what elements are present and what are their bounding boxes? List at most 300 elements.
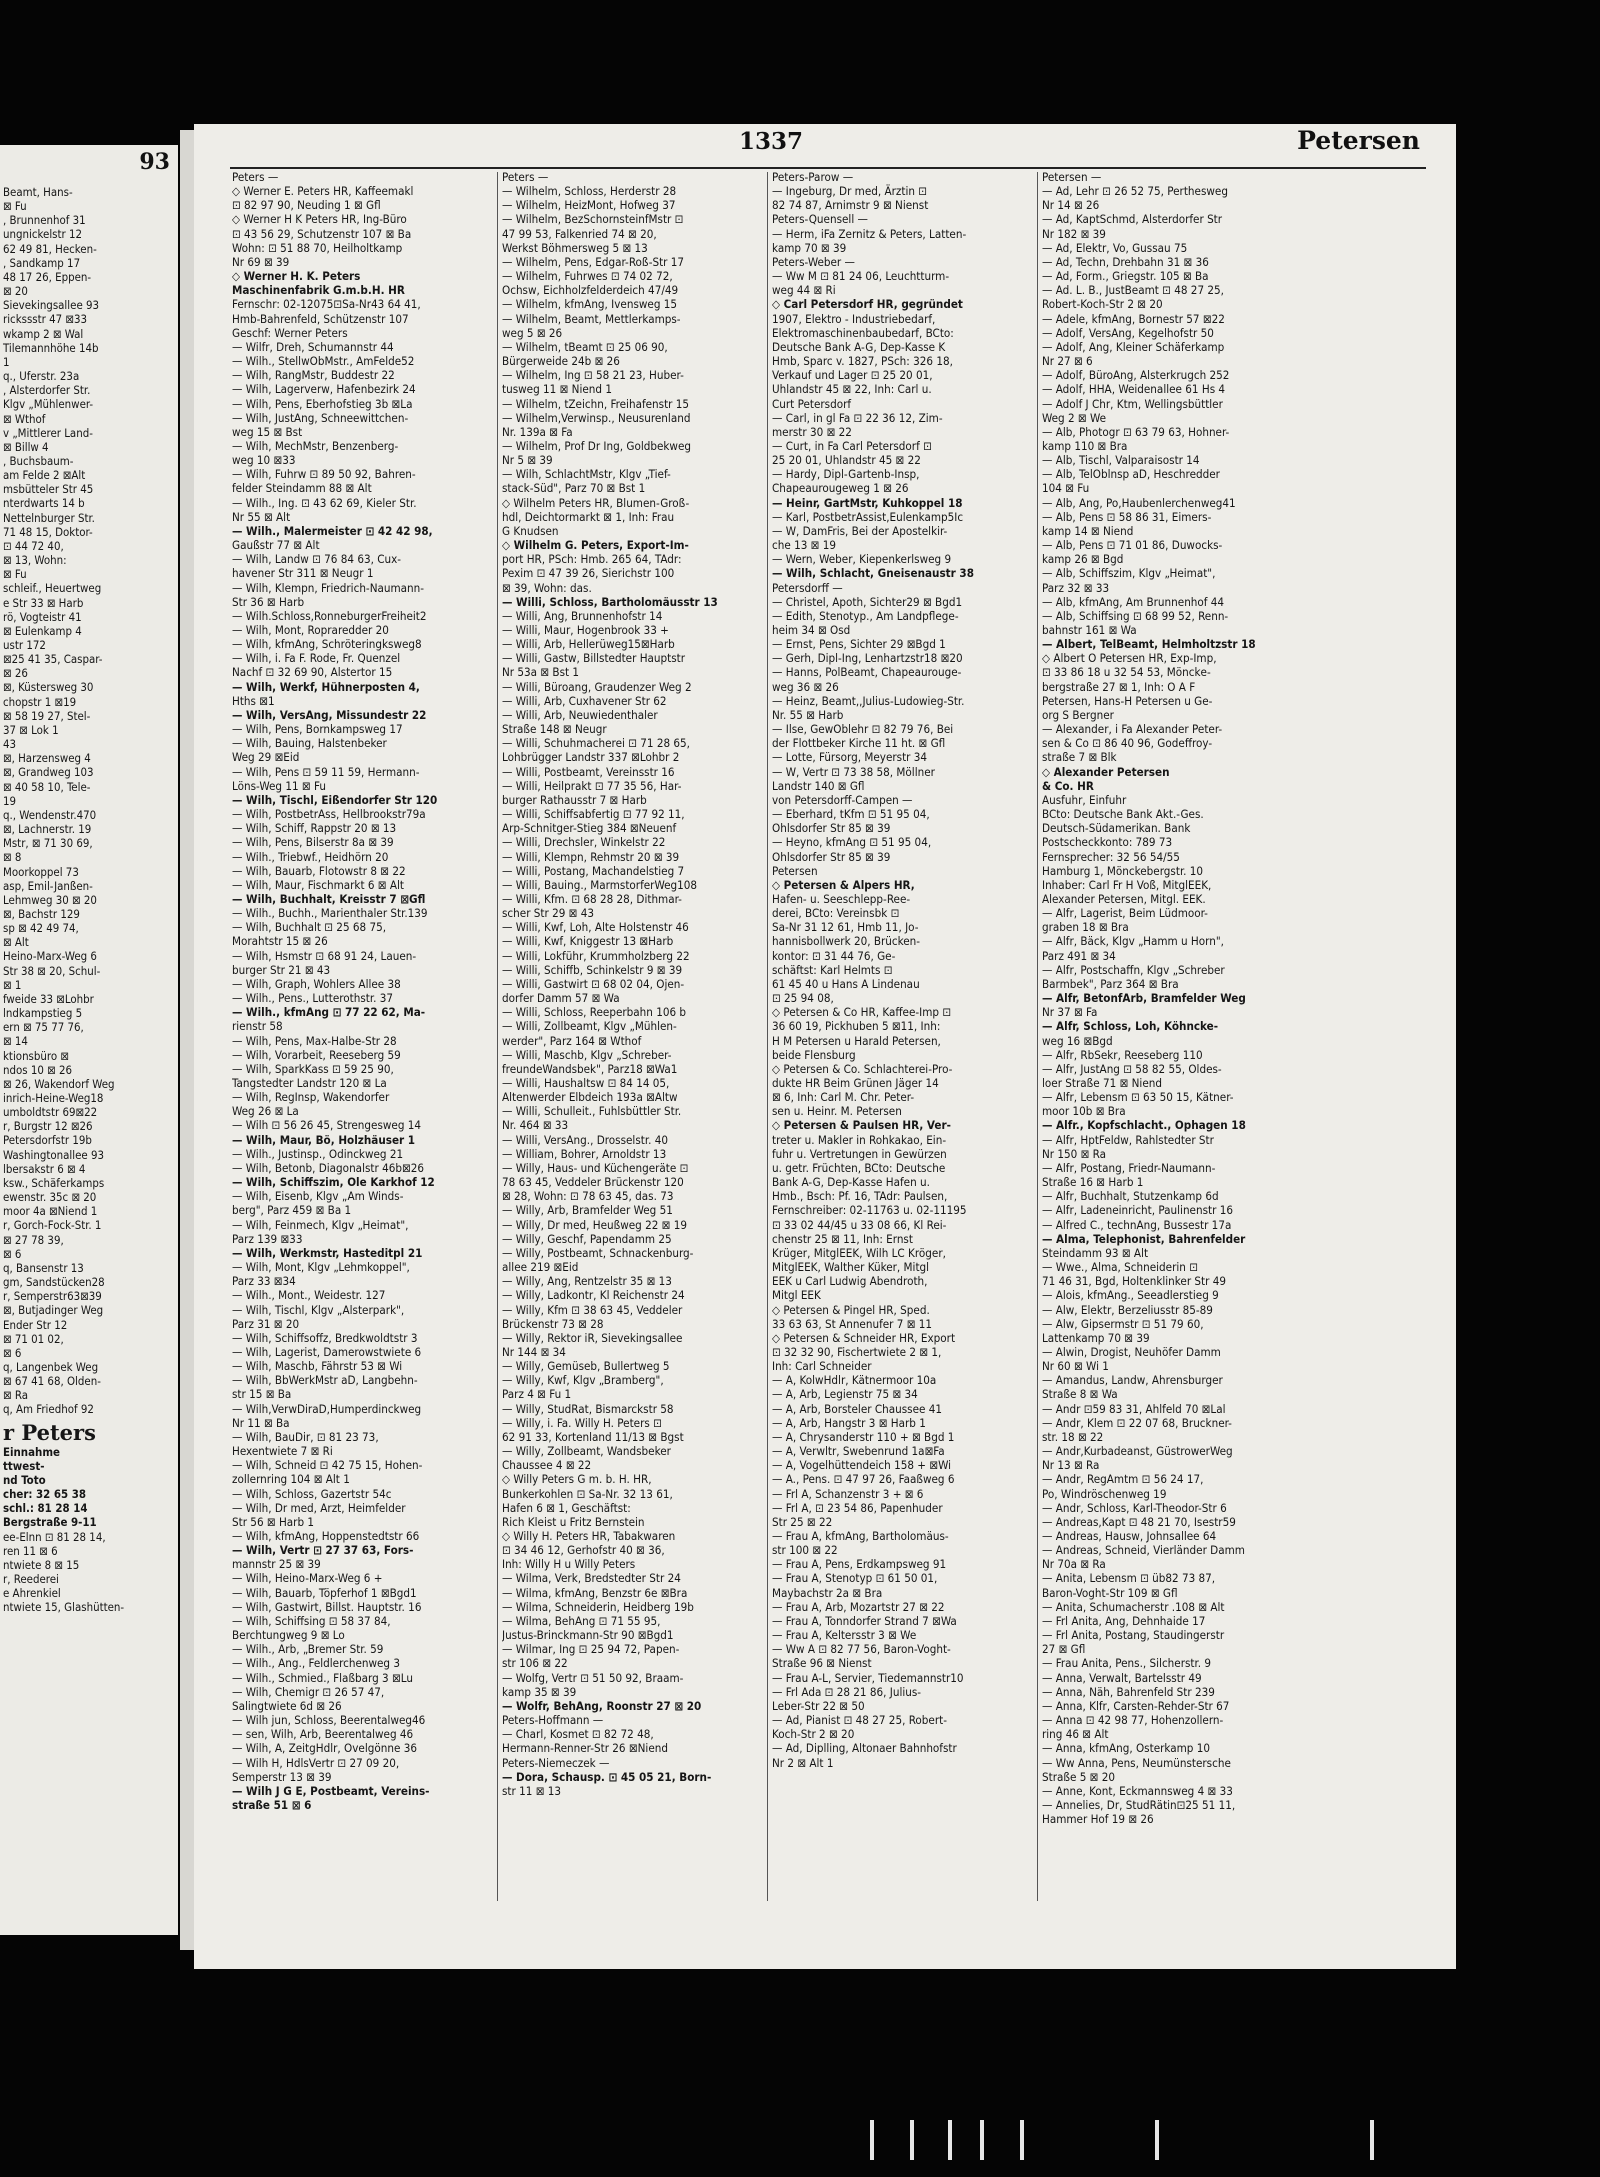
facing-page-line: Mstr, ⊠ 71 30 69, — [3, 836, 93, 851]
directory-entry-line: — Willy, Gemüseb, Bullertweg 5 — [502, 1359, 670, 1374]
directory-entry-line: — Wilh., Triebwf., Heidhörn 20 — [232, 849, 389, 864]
directory-entry-line: — Wilh, VersAng, Missundestr 22 — [232, 707, 427, 722]
directory-entry-line: kamp 70 ⊠ 39 — [772, 240, 847, 255]
directory-entry-line: — Heinz, Beamt,,Julius-Ludowieg-Str. — [772, 693, 965, 708]
directory-entry-line: — Frau A, Keltersstr 3 ⊠ We — [772, 1628, 917, 1643]
directory-entry-line: Ochsw, Eichholzfelderdeich 47/49 — [502, 283, 679, 298]
directory-entry-line: der Flottbeker Kirche 11 ht. ⊠ Gfl — [772, 736, 946, 751]
directory-entry-line: — W, DamFris, Bei der Apostelkir- — [772, 523, 948, 538]
directory-entry-line: Straße 148 ⊠ Neugr — [502, 722, 607, 737]
directory-entry-line: — Wilh, i. Fa F. Rode, Fr. Quenzel — [232, 651, 401, 666]
directory-entry-line: — Wilh, Maur, Bö, Holzhäuser 1 — [232, 1132, 416, 1147]
facing-page-line: msbütteler Str 45 — [3, 482, 94, 497]
directory-entry-line: — Alfred C., technAng, Bussestr 17a — [1042, 1217, 1232, 1232]
directory-entry-line: — Alb, Schiffsing ⊡ 68 99 52, Renn- — [1042, 608, 1229, 623]
directory-entry-line: — Wilh., kfmAng ⊡ 77 22 62, Ma- — [232, 1005, 426, 1020]
directory-entry-line: — Curt, in Fa Carl Petersdorf ⊡ — [772, 438, 932, 453]
directory-entry-line: — Ad, Techn, Drehbahn 31 ⊠ 36 — [1042, 254, 1209, 269]
directory-entry-line: Ohlsdorfer Str 85 ⊠ 39 — [772, 821, 891, 836]
directory-entry-line: — Wilh., Mont., Weidestr. 127 — [232, 1288, 386, 1303]
directory-entry-line: — Wilh, Pens, Bornkampsweg 17 — [232, 722, 403, 737]
facing-page-line: ⊠, Bachstr 129 — [3, 906, 80, 921]
directory-entry-line: havener Str 311 ⊠ Neugr 1 — [232, 566, 374, 581]
directory-entry-line: — W, Vertr ⊡ 73 38 58, Möllner — [772, 764, 935, 779]
directory-entry-line: — A, KolwHdlr, Kätnermoor 10a — [772, 1373, 937, 1388]
directory-entry-line: Peters-Niemeczek — — [502, 1755, 610, 1770]
facing-page-line: nd Toto — [3, 1472, 46, 1487]
directory-entry-line: — A, Vogelhüttendeich 158 + ⊠Wi — [772, 1458, 952, 1473]
directory-entry-line: Po, Windröschenweg 19 — [1042, 1486, 1167, 1501]
directory-entry-line: bahnstr 161 ⊠ Wa — [1042, 623, 1137, 637]
directory-entry-line: — Ad, Pianist ⊡ 48 27 25, Robert- — [772, 1713, 947, 1728]
directory-entry-line: Löns-Weg 11 ⊠ Fu — [232, 778, 326, 793]
directory-entry-line: Bunkerkohlen ⊡ Sa-Nr. 32 13 61, — [502, 1486, 673, 1501]
directory-entry-line: 33 63 63, St Annenufer 7 ⊠ 11 — [772, 1316, 933, 1331]
directory-entry-line: straße 7 ⊠ Blk — [1042, 750, 1117, 765]
directory-entry-line: ◇ Petersen & Alpers HR, — [772, 877, 915, 892]
directory-entry-line: Weg 2 ⊠ We — [1042, 410, 1107, 425]
facing-page-line: ungnickelstr 12 — [3, 227, 83, 242]
directory-entry-line: — Ww A ⊡ 82 77 56, Baron-Voght- — [772, 1642, 951, 1657]
directory-entry-line: — Ernst, Pens, Sichter 29 ⊠Bgd 1 — [772, 637, 946, 652]
directory-entry-line: — Willi, Kwf, Loh, Alte Holstenstr 46 — [502, 920, 689, 935]
directory-entry-line: Nr 13 ⊠ Ra — [1042, 1458, 1100, 1473]
directory-entry-line: — Adele, kfmAng, Bornestr 57 ⊠22 — [1042, 311, 1225, 326]
facing-page-line: ⊠ 26, Wakendorf Weg — [3, 1076, 115, 1091]
directory-entry-line: Salingtwiete 6d ⊠ 26 — [232, 1698, 342, 1713]
directory-entry-line: — Alfr, BetonfArb, Bramfelder Weg — [1042, 991, 1246, 1006]
directory-entry-line: — Willi, Arb, Hellerüweg15⊠Harb — [502, 637, 675, 652]
directory-entry-line: kamp 26 ⊠ Bgd — [1042, 552, 1124, 567]
directory-entry-line: — Alfr, JustAng ⊡ 58 82 55, Oldes- — [1042, 1061, 1222, 1076]
directory-entry-line: Parz 32 ⊠ 33 — [1042, 580, 1110, 595]
directory-entry-line: G Knudsen — [502, 523, 559, 538]
facing-page-line: 1 — [3, 354, 10, 369]
directory-entry-line: weg 36 ⊠ 26 — [772, 679, 839, 694]
facing-page-line: schleif., Heuertweg — [3, 581, 102, 596]
facing-page-line: ⊠ 14 — [3, 1034, 28, 1049]
directory-entry-line: Nr 2 ⊠ Alt 1 — [772, 1755, 834, 1770]
directory-entry-line: Arp-Schnitger-Stieg 384 ⊠Neuenf — [502, 821, 677, 836]
facing-page-line: ⊠ 67 41 68, Olden- — [3, 1374, 101, 1389]
directory-entry-line: Inhaber: Carl Fr H Voß, MitglEEK, — [1042, 877, 1212, 892]
directory-entry-line: — Alfr, HptFeldw, Rahlstedter Str — [1042, 1132, 1214, 1147]
directory-entry-line: ⊡ 43 56 29, Schutzenstr 107 ⊠ Ba — [232, 226, 412, 241]
directory-entry-line: beide Flensburg — [772, 1047, 856, 1062]
directory-entry-line: ⊠ 6, Inh: Carl M. Chr. Peter- — [772, 1090, 915, 1105]
scan-edge-marks — [870, 2120, 1390, 2160]
directory-entry-line: Nr. 55 ⊠ Harb — [772, 707, 844, 722]
facing-page-line: chopstr 1 ⊠19 — [3, 694, 77, 709]
directory-entry-line: — Wilma, Schneiderin, Heidberg 19b — [502, 1599, 694, 1614]
directory-entry-line: — Wilh, Werkmstr, Hasteditpl 21 — [232, 1245, 423, 1260]
directory-entry-line: kontor: ⊡ 31 44 76, Ge- — [772, 948, 896, 963]
directory-entry-line: — Adolf, HHA, Weidenallee 61 Hs 4 — [1042, 382, 1226, 397]
facing-page-line: Petersdorfstr 19b — [3, 1133, 92, 1148]
directory-entry-line: — Willi, Arb, Cuxhavener Str 62 — [502, 693, 667, 708]
directory-entry-line: weg 10 ⊠33 — [232, 453, 296, 468]
directory-entry-line: — Willy, Kfm ⊡ 38 63 45, Veddeler — [502, 1302, 683, 1317]
directory-entry-line: — Wilh, Pens, Eberhofstieg 3b ⊠La — [232, 396, 413, 411]
directory-entry-line: — Willi, Gastw, Billstedter Hauptstr — [502, 651, 686, 666]
directory-entry-line: Nr 150 ⊠ Ra — [1042, 1146, 1107, 1161]
directory-entry-line: — Wilma, kfmAng, Benzstr 6e ⊠Bra — [502, 1585, 688, 1600]
directory-entry-line: merstr 30 ⊠ 22 — [772, 424, 852, 439]
directory-entry-line: 1907, Elektro - Industriebedarf, — [772, 311, 936, 326]
directory-entry-line: Landstr 140 ⊠ Gfl — [772, 778, 865, 793]
directory-entry-line: — Wilh, kfmAng, Schröteringksweg8 — [232, 637, 422, 652]
directory-entry-line: — Andreas,Kapt ⊡ 48 21 70, Isestr59 — [1042, 1514, 1236, 1529]
directory-entry-line: — Alwin, Drogist, Neuhöfer Damm — [1042, 1344, 1221, 1359]
directory-entry-line: — Alois, kfmAng., Seeadlerstieg 9 — [1042, 1288, 1219, 1303]
facing-page-line: ntwiete 8 ⊠ 15 — [3, 1557, 80, 1572]
facing-page-line: lndkampstieg 5 — [3, 1006, 83, 1021]
directory-entry-line: Nr 5 ⊠ 39 — [502, 453, 553, 468]
directory-entry-line: — Wern, Weber, Kiepenkerlsweg 9 — [772, 552, 952, 567]
directory-entry-line: — Wilh, SparkKass ⊡ 59 25 90, — [232, 1061, 394, 1076]
facing-page-line: Washingtonallee 93 — [3, 1147, 105, 1162]
directory-entry-line: — Ad, Diplling, Altonaer Bahnhofstr — [772, 1741, 957, 1756]
directory-entry-line: — Alma, Telephonist, Bahrenfelder — [1042, 1231, 1246, 1246]
directory-entry-line: 61 45 40 u Hans A Lindenau — [772, 976, 920, 991]
directory-entry-line: Nr 37 ⊠ Fa — [1042, 1005, 1098, 1020]
directory-entry-line: — Ww M ⊡ 81 24 06, Leuchtturm- — [772, 269, 950, 284]
directory-entry-line: Fernschr: 02-12075⊡Sa-Nr43 64 41, — [232, 297, 421, 312]
facing-page-line: ⊠, Küstersweg 30 — [3, 680, 94, 695]
directory-entry-line: loer Straße 71 ⊠ Niend — [1042, 1076, 1162, 1090]
directory-entry-line: — Wilh, Betonb, Diagonalstr 46b⊠26 — [232, 1160, 424, 1175]
directory-entry-line: — Wilh., StellwObMstr., AmFelde52 — [232, 354, 415, 369]
facing-page-line: ⊠ 40 58 10, Tele- — [3, 779, 91, 794]
directory-entry-line: — Wilh, Pens ⊡ 59 11 59, Hermann- — [232, 764, 420, 779]
directory-entry-line: — Frau A, Stenotyp ⊡ 61 50 01, — [772, 1571, 938, 1586]
facing-page-line: q., Wendenstr.470 — [3, 807, 97, 822]
facing-page-line: Heino-Marx-Weg 6 — [3, 949, 97, 964]
directory-entry-line: — Willi, Bauing., MarmstorferWeg108 — [502, 877, 698, 892]
directory-entry-line: — Ad. L. B., JustBeamt ⊡ 48 27 25, — [1042, 283, 1224, 298]
directory-entry-line: — Ad, Lehr ⊡ 26 52 75, Perthesweg — [1042, 184, 1228, 199]
facing-page-line: sp ⊠ 42 49 74, — [3, 921, 79, 936]
directory-entry-line: — Frau Anita, Pens., Silcherstr. 9 — [1042, 1656, 1211, 1671]
directory-entry-line: — Willi, Kwf, Kniggestr 13 ⊠Harb — [502, 934, 674, 949]
directory-entry-line: derei, BCto: Vereinsbk ⊡ — [772, 906, 900, 921]
directory-entry-line: — Alw, Elektr, Berzeliusstr 85-89 — [1042, 1302, 1213, 1317]
directory-entry-line: — Wilh, Bauarb, Töpferhof 1 ⊠Bgd1 — [232, 1585, 417, 1600]
directory-entry-line: — Wilh, A, ZeitgHdlr, Ovelgönne 36 — [232, 1741, 417, 1756]
directory-entry-line: — A., Pens. ⊡ 47 97 26, Faaßweg 6 — [772, 1472, 955, 1487]
directory-entry-line: — Wilmar, Ing ⊡ 25 94 72, Papen- — [502, 1642, 680, 1657]
directory-entry-line: — Wilh, MechMstr, Benzenberg- — [232, 438, 399, 453]
directory-entry-line: — Alfr, Ladeneinricht, Paulinenstr 16 — [1042, 1203, 1233, 1218]
directory-entry-line: — Wilh, Landw ⊡ 76 84 63, Cux- — [232, 552, 402, 567]
directory-entry-line: — Willy, Zollbeamt, Wandsbeker — [502, 1444, 671, 1459]
directory-entry-line: — Adolf, VersAng, Kegelhofstr 50 — [1042, 325, 1214, 340]
facing-page-line: Bergstraße 9-11 — [3, 1515, 97, 1530]
directory-entry-line: che 13 ⊠ 19 — [772, 538, 836, 553]
directory-entry-line: ⊡ 32 32 90, Fischertwiete 2 ⊠ 1, — [772, 1344, 942, 1359]
directory-entry-line: Hmb., Bsch: Pf. 16, TAdr: Paulsen, — [772, 1189, 948, 1204]
directory-entry-line: — Anita, Lebensm ⊡ üb82 73 87, — [1042, 1571, 1216, 1586]
facing-page-line: ⊠ 20 — [3, 284, 28, 299]
directory-entry-line: — Andreas, Hausw, Johnsallee 64 — [1042, 1529, 1217, 1543]
directory-entry-line: — Alfr, Buchhalt, Stutzenkamp 6d — [1042, 1189, 1219, 1204]
directory-entry-line: dukte HR Beim Grünen Jäger 14 — [772, 1076, 939, 1090]
directory-entry-line: — Anne, Kont, Eckmannsweg 4 ⊠ 33 — [1042, 1783, 1233, 1798]
facing-page-line: e Ahrenkiel — [3, 1586, 61, 1601]
directory-entry-line: Weg 29 ⊠Eid — [232, 750, 300, 765]
directory-entry-line: str 106 ⊠ 22 — [502, 1656, 568, 1671]
facing-page-line: ern ⊠ 75 77 76, — [3, 1020, 84, 1035]
facing-page-line: ⊠ Wthof — [3, 411, 46, 426]
directory-entry-line: — Wilh., Ang., Feldlerchenweg 3 — [232, 1656, 401, 1671]
facing-page-line: schl.: 81 28 14 — [3, 1501, 88, 1516]
directory-entry-line: — Andr, Schloss, Karl-Theodor-Str 6 — [1042, 1500, 1227, 1515]
directory-entry-line: Petersdorff — — [772, 580, 843, 595]
directory-entry-line: — Wilh., Schmied., Flaßbarg 3 ⊠Lu — [232, 1670, 413, 1685]
directory-entry-line: — Alb, Pens ⊡ 71 01 86, Duwocks- — [1042, 538, 1223, 553]
directory-entry-line: BCto: Deutsche Bank Akt.-Ges. — [1042, 807, 1204, 822]
directory-entry-line: — Wilh ⊡ 56 26 45, Strengesweg 14 — [232, 1118, 422, 1133]
directory-entry-line: — Wilh, Schloss, Gazertstr 54c — [232, 1486, 392, 1501]
directory-entry-line: ◇ Carl Petersdorf HR, gegründet — [772, 297, 963, 312]
facing-page-line: q., Uferstr. 23a — [3, 369, 80, 384]
directory-entry-line: zollernring 104 ⊠ Alt 1 — [232, 1472, 350, 1487]
directory-entry-line: Hammer Hof 19 ⊠ 26 — [1042, 1812, 1154, 1827]
directory-entry-line: Nr 27 ⊠ 6 — [1042, 354, 1093, 369]
header-rule — [230, 167, 1426, 169]
directory-entry-line: — Adolf, BüroAng, Alsterkrugch 252 — [1042, 368, 1230, 383]
directory-entry-line: Mitgl EEK — [772, 1288, 821, 1303]
directory-entry-line: kamp 14 ⊠ Niend — [1042, 523, 1134, 538]
directory-entry-line: str 11 ⊠ 13 — [502, 1783, 562, 1798]
directory-entry-line: Geschf: Werner Peters — [232, 325, 348, 340]
directory-entry-line: — Willy, Dr med, Heußweg 22 ⊠ 19 — [502, 1217, 687, 1232]
facing-page-line: r, Semperstr63⊠39 — [3, 1289, 102, 1304]
directory-entry-line: — Annelies, Dr, StudRätin⊡25 51 11, — [1042, 1797, 1236, 1812]
directory-entry-line: Lattenkamp 70 ⊠ 39 — [1042, 1330, 1150, 1345]
directory-entry-line: Parz 4 ⊠ Fu 1 — [502, 1387, 572, 1402]
directory-entry-line: — Wilh.Schloss,RonneburgerFreiheit2 — [232, 608, 427, 623]
directory-entry-line: — Alw, Gipsermstr ⊡ 51 79 60, — [1042, 1316, 1204, 1331]
directory-entry-line: — Willi, Arb, Neuwiedenthaler — [502, 707, 658, 722]
entries-column-2 — [502, 170, 764, 1909]
directory-entry-line: straße 51 ⊠ 6 — [232, 1797, 312, 1812]
facing-page-line: ⊠ 26 — [3, 666, 28, 681]
directory-entry-line: Nr 69 ⊠ 39 — [232, 254, 290, 269]
directory-entry-line: — Willi, Gastwirt ⊡ 68 02 04, Ojen- — [502, 976, 685, 991]
directory-entry-line: — Wilh, Fuhrw ⊡ 89 50 92, Bahren- — [232, 467, 416, 482]
directory-entry-line: Altenwerder Elbdeich 193a ⊠Altw — [502, 1090, 678, 1105]
directory-entry-line: Bank A-G, Dep-Kasse Hafen u. — [772, 1175, 930, 1190]
facing-page-line: 48 17 26, Eppen- — [3, 269, 92, 284]
directory-entry-line: Nr 144 ⊠ 34 — [502, 1344, 566, 1359]
directory-entry-line: — Wilh, Lagerverw, Hafenbezirk 24 — [232, 382, 416, 397]
directory-entry-line: str 15 ⊠ Ba — [232, 1387, 292, 1402]
directory-entry-line: Parz 33 ⊠34 — [232, 1274, 296, 1289]
directory-entry-line: Maybachstr 2a ⊠ Bra — [772, 1585, 883, 1600]
directory-entry-line: — Heyno, kfmAng ⊡ 51 95 04, — [772, 835, 932, 850]
directory-entry-line: Brückenstr 73 ⊠ 28 — [502, 1316, 604, 1331]
directory-entry-line: mannstr 25 ⊠ 39 — [232, 1557, 321, 1572]
directory-entry-line: sen & Co ⊡ 86 40 96, Godeffroy- — [1042, 736, 1213, 751]
directory-entry-line: — Wilh, Schiff, Rappstr 20 ⊠ 13 — [232, 821, 397, 836]
directory-entry-line: Straße 16 ⊠ Harb 1 — [1042, 1175, 1144, 1190]
directory-entry-line: — Wilh, Buchhalt ⊡ 25 68 75, — [232, 920, 387, 935]
directory-entry-line: — Alfr, Schloss, Loh, Köhncke- — [1042, 1019, 1219, 1034]
directory-entry-line: — Frau A-L, Servier, Tiedemannstr10 — [772, 1670, 964, 1685]
directory-entry-line: treter u. Makler in Rohkakao, Ein- — [772, 1132, 947, 1147]
directory-entry-line: weg 5 ⊠ 26 — [502, 325, 563, 340]
directory-entry-line: burger Str 21 ⊠ 43 — [232, 962, 331, 977]
directory-entry-line: Str 25 ⊠ 22 — [772, 1514, 833, 1529]
facing-page-line: ⊠ Fu — [3, 567, 27, 582]
facing-page-line: ⊠, Harzensweg 4 — [3, 751, 91, 766]
facing-page-line: ⊠ Alt — [3, 935, 29, 950]
directory-entry-line: — Heinr, GartMstr, Kuhkoppel 18 — [772, 495, 963, 510]
directory-entry-line: — Lotte, Fürsorg, Meyerstr 34 — [772, 750, 928, 765]
directory-entry-line: — Wilhelm, tBeamt ⊡ 25 06 90, — [502, 339, 668, 354]
directory-entry-line: — Ww Anna, Pens, Neumünstersche — [1042, 1755, 1231, 1770]
directory-entry-line: — Alb, Tischl, Valparaisostr 14 — [1042, 453, 1200, 468]
directory-page — [194, 124, 1456, 1969]
directory-entry-line: — Gerh, Dipl-Ing, Lenhartzstr18 ⊠20 — [772, 651, 963, 666]
facing-page-fragment — [0, 145, 178, 1935]
directory-entry-line: — Wilh, JustAng, Schneewittchen- — [232, 410, 409, 425]
directory-entry-line: Verkauf und Lager ⊡ 25 20 01, — [772, 368, 933, 383]
directory-entry-line: — Alfr, Postang, Friedr-Naumann- — [1042, 1160, 1216, 1175]
entries-column-3 — [772, 170, 1034, 1909]
directory-entry-line: Nachf ⊡ 32 69 90, Alstertor 15 — [232, 665, 393, 680]
directory-entry-line: Ausfuhr, Einfuhr — [1042, 792, 1127, 807]
facing-page-line: ⊠ 71 01 02, — [3, 1331, 64, 1346]
directory-entry-line: Gaußstr 77 ⊠ Alt — [232, 538, 320, 553]
directory-entry-line: rienstr 58 — [232, 1019, 283, 1034]
page-number: 1337 — [739, 128, 804, 155]
directory-entry-line: Nr. 139a ⊠ Fa — [502, 424, 573, 439]
directory-entry-line: Hafen- u. Seeschlepp-Ree- — [772, 891, 911, 906]
directory-entry-line: — Andreas, Schneid, Vierländer Damm — [1042, 1543, 1245, 1558]
directory-entry-line: — Willy, Rektor iR, Sievekingsallee — [502, 1330, 683, 1345]
directory-entry-line: freundeWandsbek", Parz18 ⊠Wa1 — [502, 1061, 678, 1076]
facing-page-line: fweide 33 ⊠Lohbr — [3, 991, 94, 1006]
directory-entry-line: — A, Verwltr, Swebenrund 1a⊠Fa — [772, 1444, 945, 1459]
directory-entry-line: Hexentwiete 7 ⊠ Ri — [232, 1444, 333, 1459]
directory-entry-line: — Wilh, Maur, Fischmarkt 6 ⊠ Alt — [232, 877, 404, 892]
directory-entry-line: — Wilfr, Dreh, Schumannstr 44 — [232, 339, 394, 354]
directory-entry-line: Nr 55 ⊠ Alt — [232, 509, 291, 524]
facing-page-entries — [0, 185, 178, 1614]
directory-entry-line: ◇ Willy Peters G m. b. H. HR, — [502, 1472, 652, 1487]
facing-page-line: ⊠ 8 — [3, 850, 22, 865]
directory-entry-line: — Anna, Näh, Bahrenfeld Str 239 — [1042, 1684, 1215, 1699]
directory-entry-line: ◇ Petersen & Paulsen HR, Ver- — [772, 1118, 951, 1133]
directory-entry-line: — Wilh, Klempn, Friedrich-Naumann- — [232, 580, 425, 595]
directory-entry-line: — Frau A, Arb, Mozartstr 27 ⊠ 22 — [772, 1599, 945, 1614]
directory-entry-line: chenstr 25 ⊠ 11, Inh: Ernst — [772, 1231, 913, 1246]
facing-page-line: q, Langenbek Weg — [3, 1359, 99, 1374]
directory-entry-line: ring 46 ⊠ Alt — [1042, 1727, 1109, 1742]
directory-entry-line: — sen, Wilh, Arb, Beerentalweg 46 — [232, 1727, 414, 1742]
directory-entry-line: Maschinenfabrik G.m.b.H. HR — [232, 283, 405, 298]
facing-page-line: nterdwarts 14 b — [3, 496, 85, 511]
directory-entry-line: — Willi, Postbeamt, Vereinsstr 16 — [502, 764, 675, 779]
directory-entry-line: — Ingeburg, Dr med, Ärztin ⊡ — [772, 184, 928, 199]
directory-entry-line: Fernschreiber: 02-11763 u. 02-11195 — [772, 1203, 967, 1218]
directory-entry-line: Elektromaschinenbaubedarf, BCto: — [772, 325, 954, 340]
directory-entry-line: Steindamm 93 ⊠ Alt — [1042, 1245, 1149, 1260]
directory-entry-line: Peters — — [502, 170, 549, 184]
directory-entry-line: Peters-Quensell — — [772, 212, 868, 227]
directory-entry-line: port HR, PSch: Hmb. 265 64, TAdr: — [502, 552, 682, 567]
directory-entry-line: ◇ Petersen & Co HR, Kaffee-Imp ⊡ — [772, 1005, 952, 1020]
directory-entry-line: Rich Kleist u Fritz Bernstein — [502, 1514, 645, 1529]
directory-entry-line: schäftst: Karl Helmts ⊡ — [772, 962, 893, 977]
directory-entry-line: Hmb, Sparc v. 1827, PSch: 326 18, — [772, 354, 953, 369]
directory-entry-line: — Wilh, Tischl, Eißendorfer Str 120 — [232, 792, 438, 807]
facing-page-line: q, Bansenstr 13 — [3, 1260, 84, 1275]
directory-entry-line: ⊡ 33 86 18 u 32 54 53, Mönckе- — [1042, 665, 1211, 680]
directory-entry-line: — Wilh H, HdlsVertr ⊡ 27 09 20, — [232, 1755, 400, 1770]
directory-entry-line: — Anna, Klfr, Carsten-Rehder-Str 67 — [1042, 1698, 1230, 1713]
directory-entry-line: — Alfr, RbSekr, Reeseberg 110 — [1042, 1047, 1203, 1062]
directory-entry-line: 25 20 01, Uhlandstr 45 ⊠ 22 — [772, 453, 921, 468]
directory-entry-line: — Wilhelm, HeizMont, Hofweg 37 — [502, 198, 676, 213]
facing-page-line: lbersakstr 6 ⊠ 4 — [3, 1161, 86, 1176]
directory-entry-line: — Wilh., Justinsp., Odinckweg 21 — [232, 1146, 404, 1161]
directory-entry-line: Tangstedter Landstr 120 ⊠ La — [232, 1076, 387, 1090]
facing-page-line: r, Burgstr 12 ⊠26 — [3, 1119, 93, 1134]
directory-entry-line: — Wilhelm, kfmAng, Ivensweg 15 — [502, 297, 678, 312]
directory-entry-line: — Frau A, kfmAng, Bartholomäus- — [772, 1529, 949, 1543]
directory-entry-line: — Willy, Ang, Rentzelstr 35 ⊠ 13 — [502, 1274, 672, 1289]
directory-entry-line: Petersen — [772, 863, 818, 878]
directory-entry-line: dorfer Damm 57 ⊠ Wa — [502, 991, 620, 1006]
directory-entry-line: ◇ Albert O Petersen HR, Exp-Imp, — [1042, 651, 1217, 666]
directory-entry-line: graben 18 ⊠ Bra — [1042, 920, 1129, 935]
directory-entry-line: — Anna ⊡ 42 98 77, Hohenzollern- — [1042, 1713, 1224, 1728]
facing-page-line: wkamp 2 ⊠ Wal — [3, 326, 84, 341]
directory-entry-line: — Willy, Arb, Bramfelder Weg 51 — [502, 1203, 673, 1218]
directory-entry-line: — Alfr, Lebensm ⊡ 63 50 15, Kätner- — [1042, 1090, 1234, 1105]
directory-entry-line: — Wilh., Buchh., Marienthaler Str.139 — [232, 906, 428, 921]
directory-entry-line: — Wilh J G E, Postbeamt, Vereins- — [232, 1783, 430, 1798]
directory-entry-line: — Carl, in gl Fa ⊡ 22 36 12, Zim- — [772, 410, 943, 425]
directory-entry-line: — Wilhelm, Pens, Edgar-Roß-Str 17 — [502, 254, 685, 269]
directory-entry-line: Leber-Str 22 ⊠ 50 — [772, 1698, 865, 1713]
directory-entry-line: — Willi, Klempn, Rehmstr 20 ⊠ 39 — [502, 849, 680, 864]
facing-page-line: 62 49 81, Hecken- — [3, 241, 97, 256]
directory-entry-line: — Willi, Schulleit., Fuhlsbüttler Str. — [502, 1104, 682, 1119]
directory-entry-line: Koch-Str 2 ⊠ 20 — [772, 1727, 855, 1742]
directory-entry-line: 104 ⊠ Fu — [1042, 481, 1090, 496]
directory-entry-line: — Alb, Ang, Po,Haubenlerchenweg41 — [1042, 495, 1236, 510]
directory-entry-line: — Willi, Maur, Hogenbrook 33 + — [502, 623, 669, 637]
directory-entry-line: — Willi, Ang, Brunnenhofstr 14 — [502, 608, 663, 623]
directory-entry-line: — Wolfr, BehAng, Roonstr 27 ⊠ 20 — [502, 1698, 702, 1713]
directory-entry-line: — Wilh, Feinmech, Klgv „Heimat", — [232, 1217, 409, 1232]
directory-entry-line: — Alfr, Lagerist, Beim Lüdmoor- — [1042, 906, 1208, 921]
facing-page-line: 37 ⊠ Lok 1 — [3, 722, 59, 737]
directory-entry-line: Straße 96 ⊠ Nienst — [772, 1656, 872, 1671]
facing-page-line: ⊠ 1 — [3, 977, 22, 992]
directory-entry-line: — Frl Anita, Postang, Staudingerstr — [1042, 1628, 1225, 1643]
directory-entry-line: — A, Arb, Borsteler Chaussee 41 — [772, 1401, 943, 1416]
directory-entry-line: — Ilse, GewOblehr ⊡ 82 79 76, Bei — [772, 722, 954, 737]
directory-entry-line: — Wilh, Schiffsing ⊡ 58 37 84, — [232, 1613, 391, 1628]
directory-entry-line: 71 46 31, Bgd, Holtenklinker Str 49 — [1042, 1274, 1226, 1289]
directory-entry-line: Hamburg 1, Mönckebergstr. 10 — [1042, 863, 1204, 878]
directory-entry-line: Alexander Petersen, Mitgl. EEK. — [1042, 891, 1206, 906]
